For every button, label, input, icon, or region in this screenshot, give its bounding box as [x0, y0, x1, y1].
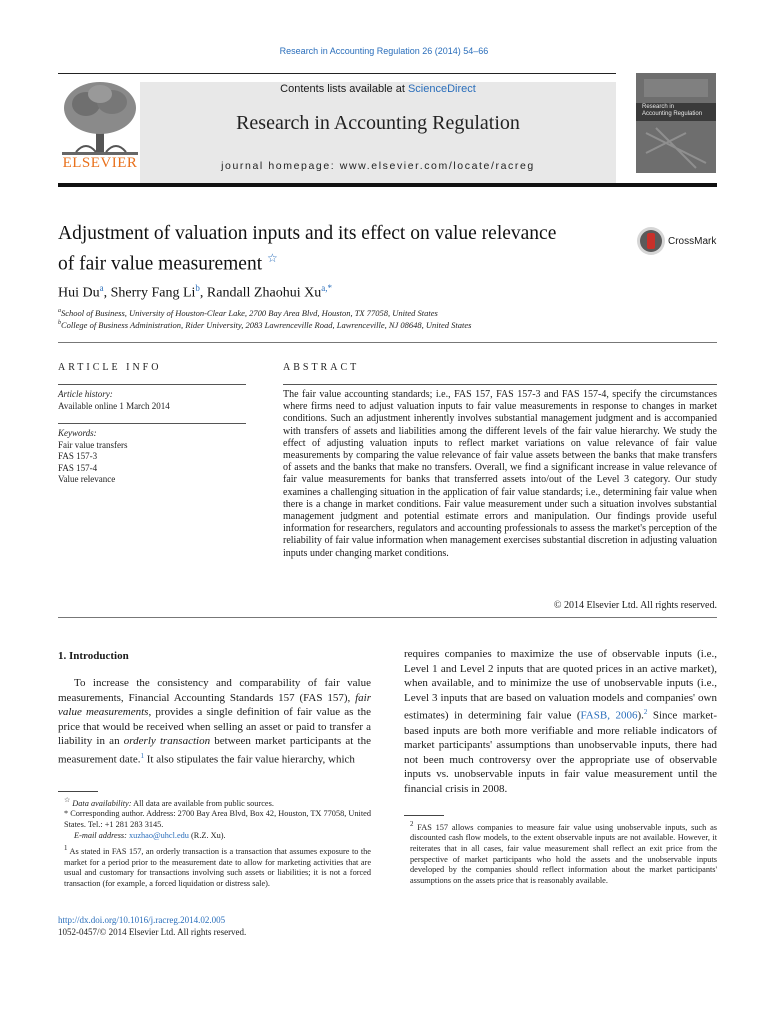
author-list [58, 283, 332, 302]
footnote-text: FAS 157 allows companies to measure fair value using unobservable inputs, such as discounted cash flow models, to the extent observable inputs are not available. However, it reiterates that in all cases, fair value measurement shall reflect an exit price from the perspective of market participants who hold the assets and the unobservable inputs developed by the companies should reflect information about the market participants' assumptions on the assets price that is reasonably available. [410, 822, 717, 885]
affiliation-mark: a [58, 308, 61, 315]
affiliation-text: School of Business, University of Houston-Clear Lake, 2700 Bay Area Blvd, Houston, TX 77058, United States [61, 308, 438, 318]
article-title [58, 222, 618, 277]
author-separator: , [103, 285, 111, 301]
sciencedirect-link[interactable]: ScienceDirect [407, 83, 476, 95]
intro-right-paragraph [404, 647, 717, 797]
keyword: Value relevance [58, 474, 116, 484]
footnote-1 [58, 844, 371, 889]
abstract-copyright: © 2014 Elsevier Ltd. All rights reserved. [553, 600, 717, 611]
footnote-label: Data availability: [72, 798, 132, 808]
contents-line [140, 82, 616, 95]
abstract-bottom-rule [58, 617, 717, 618]
abstract-rule [283, 384, 717, 385]
footnote-text: All data are available from public sources. [131, 798, 274, 808]
journal-cover[interactable] [636, 73, 716, 173]
footnote-mark: 2 [410, 821, 414, 828]
intro-emphasis: orderly transaction [123, 735, 211, 748]
intro-text: between market participants at the measurement date. [58, 735, 371, 766]
footnote-link[interactable]: 2 [643, 708, 648, 717]
cover-title-line2: Accounting Regulation [642, 111, 703, 117]
intro-text: ). [637, 710, 644, 723]
author-name: Hui Du [58, 285, 100, 301]
intro-text: requires companies to maximize the use of observable inputs (i.e., Level 1 and Level 2 inputs that are quoted prices in an active market), when available, and to minimize the use of unobservable inputs (i.e., Level 3 inputs that are based on valuation models and companies' own estimates) in determining fair value ( [404, 648, 717, 723]
intro-text: It also stipulates the fair value hierarchy, which [143, 753, 355, 766]
crossmark-icon [636, 226, 666, 256]
citation-link[interactable]: FASB, 2006 [580, 710, 638, 723]
article-info-rule [58, 384, 246, 385]
contents-prefix: Contents lists available at [280, 83, 408, 95]
article-title-line2: of fair value measurement [58, 253, 263, 275]
footnote-mark: ☆ [64, 797, 71, 804]
top-rule [58, 73, 616, 74]
keywords-label: Keywords: [58, 428, 97, 438]
keyword: Fair value transfers [58, 439, 128, 450]
footnote-rule [404, 815, 444, 816]
affiliation-text: College of Business Administration, Rider University, 2083 Lawrenceville Road, Lawrenceville, NJ 08648, United States [61, 320, 472, 330]
footnote-2 [404, 820, 717, 886]
affiliation [58, 308, 438, 318]
cover-title [642, 104, 702, 118]
journal-homepage[interactable]: journal homepage: www.elsevier.com/locate/racreg [221, 160, 535, 172]
footnote-label: E-mail address: [74, 830, 127, 840]
journal-reference[interactable]: Research in Accounting Regulation 26 (2014) 54–66 [279, 46, 489, 56]
intro-text: To increase the consistency and comparability of fair value measurements, Financial Accounting Standards 157 (FAS 157), [58, 677, 371, 704]
doi-text[interactable]: http://dx.doi.org/10.1016/j.racreg.2014.02.005 [58, 915, 226, 925]
keyword: FAS 157-3 [58, 451, 98, 461]
intro-emphasis: fair value measurements [58, 691, 371, 719]
intro-heading: 1. Introduction [58, 650, 129, 662]
author-affiliation-mark[interactable]: b [195, 283, 200, 293]
crossmark-badge[interactable] [636, 226, 726, 258]
journal-title[interactable]: Research in Accounting Regulation [236, 112, 520, 134]
intro-text: , provides a single definition of fair value as the price that would be received when selling an asset or paid to transfer a liability in an [58, 706, 371, 748]
publisher-name: ELSEVIER [62, 155, 138, 171]
crossmark-label: CrossMark [668, 236, 717, 247]
affiliation-mark: b [58, 320, 61, 327]
footnote-data-availability [58, 796, 371, 809]
affiliation [58, 320, 471, 330]
article-history [58, 389, 246, 412]
intro-text: Since market-based inputs are both more verifiable and more reliable indicators of market participants' assumptions than unobservable inputs, there had not been much controversy over the appropriate use of observable inputs vs. unobservable inputs in fair value measurement until the financial crisis in 2008. [404, 710, 717, 795]
keywords-block [58, 428, 246, 486]
section-rule [58, 342, 717, 343]
footnote-text: (R.Z. Xu). [188, 830, 226, 840]
footnote-email [58, 831, 371, 842]
footnote-mark: 1 [64, 845, 68, 853]
cover-title-line1: Research in [642, 104, 675, 110]
keyword: FAS 157-4 [58, 462, 98, 473]
author-name: Sherry Fang Li [110, 285, 196, 301]
cover-pattern-icon [636, 73, 716, 173]
footnote-text: Corresponding author. Address: 2700 Bay Area Blvd, Box 42, Houston, TX 77058, United States. Tel.: +1 281 283 3145. [64, 809, 371, 829]
article-info-heading: ARTICLE INFO [58, 362, 162, 373]
doi-link[interactable] [58, 915, 225, 927]
history-label: Article history: [58, 389, 113, 399]
author-affiliation-mark[interactable]: a [99, 283, 104, 293]
intro-left-paragraph [58, 676, 371, 767]
abstract-heading: ABSTRACT [283, 362, 360, 373]
history-value: Available online 1 March 2014 [58, 400, 170, 411]
footnote-link[interactable]: 1 [140, 751, 144, 760]
left-footnotes [58, 796, 371, 889]
footnote-corresponding [58, 809, 371, 830]
footnote-text: As stated in FAS 157, an orderly transaction is a transaction that assumes exposure to the market for a period prior to the measurement date to allow for marketing activities that are usual and customary for transactions involving such assets or liabilities; it is not a forced transaction (for example, a forced liquidation or distress sale). [64, 846, 371, 888]
footnote-rule [58, 791, 98, 792]
footnote-mark: * [64, 809, 69, 819]
author-separator: , [199, 285, 207, 301]
title-footnote-mark[interactable]: ☆ [267, 251, 278, 265]
abstract-text: The fair value accounting standards; i.e., FAS 157, FAS 157-3 and FAS 157-4, specify the circumstances where firms need to adjust valuation inputs to fair value measurements in response to changes in market conditions. Such an adjustment inherently involves substantial management judgment and is accompanied with transfers of assets and liabilities among the different levels of the fair value hierarchy. We study the effect of adjusting valuation inputs to reflect market variations on value relevance of fair value measurements by comparing the value relevance of fair value assets between the banks that make transfers of assets and the banks that make no transfers. Overall, we find a significant increase in value relevance of fair value measurements for banks that transferred assets into/out of the Level 3 category. Our study examines a challenging situation in the application of fair value standards; i.e., determining fair value when there is a change in market conditions. Fair value measurement under such a situation involves substantial management judgment and potential estimate errors and manipulation. Our findings provide useful information for researchers, regulators and accounting professionals to assess the market's perception of the reliability of fair value information when management exercises substantial discretion in adjusting valuation inputs under changing market conditions. [283, 389, 717, 559]
issn-line: 1052-0457/© 2014 Elsevier Ltd. All rights reserved. [58, 927, 247, 937]
header-rule [58, 183, 717, 187]
article-title-line1: Adjustment of valuation inputs and its effect on value relevance [58, 223, 557, 244]
elsevier-logo [56, 78, 144, 176]
email-link[interactable]: xuzhao@uhcl.edu [129, 830, 189, 840]
author-name: Randall Zhaohui Xu [206, 285, 322, 301]
keywords-rule [58, 423, 246, 424]
author-affiliation-mark[interactable]: a,* [321, 283, 332, 293]
